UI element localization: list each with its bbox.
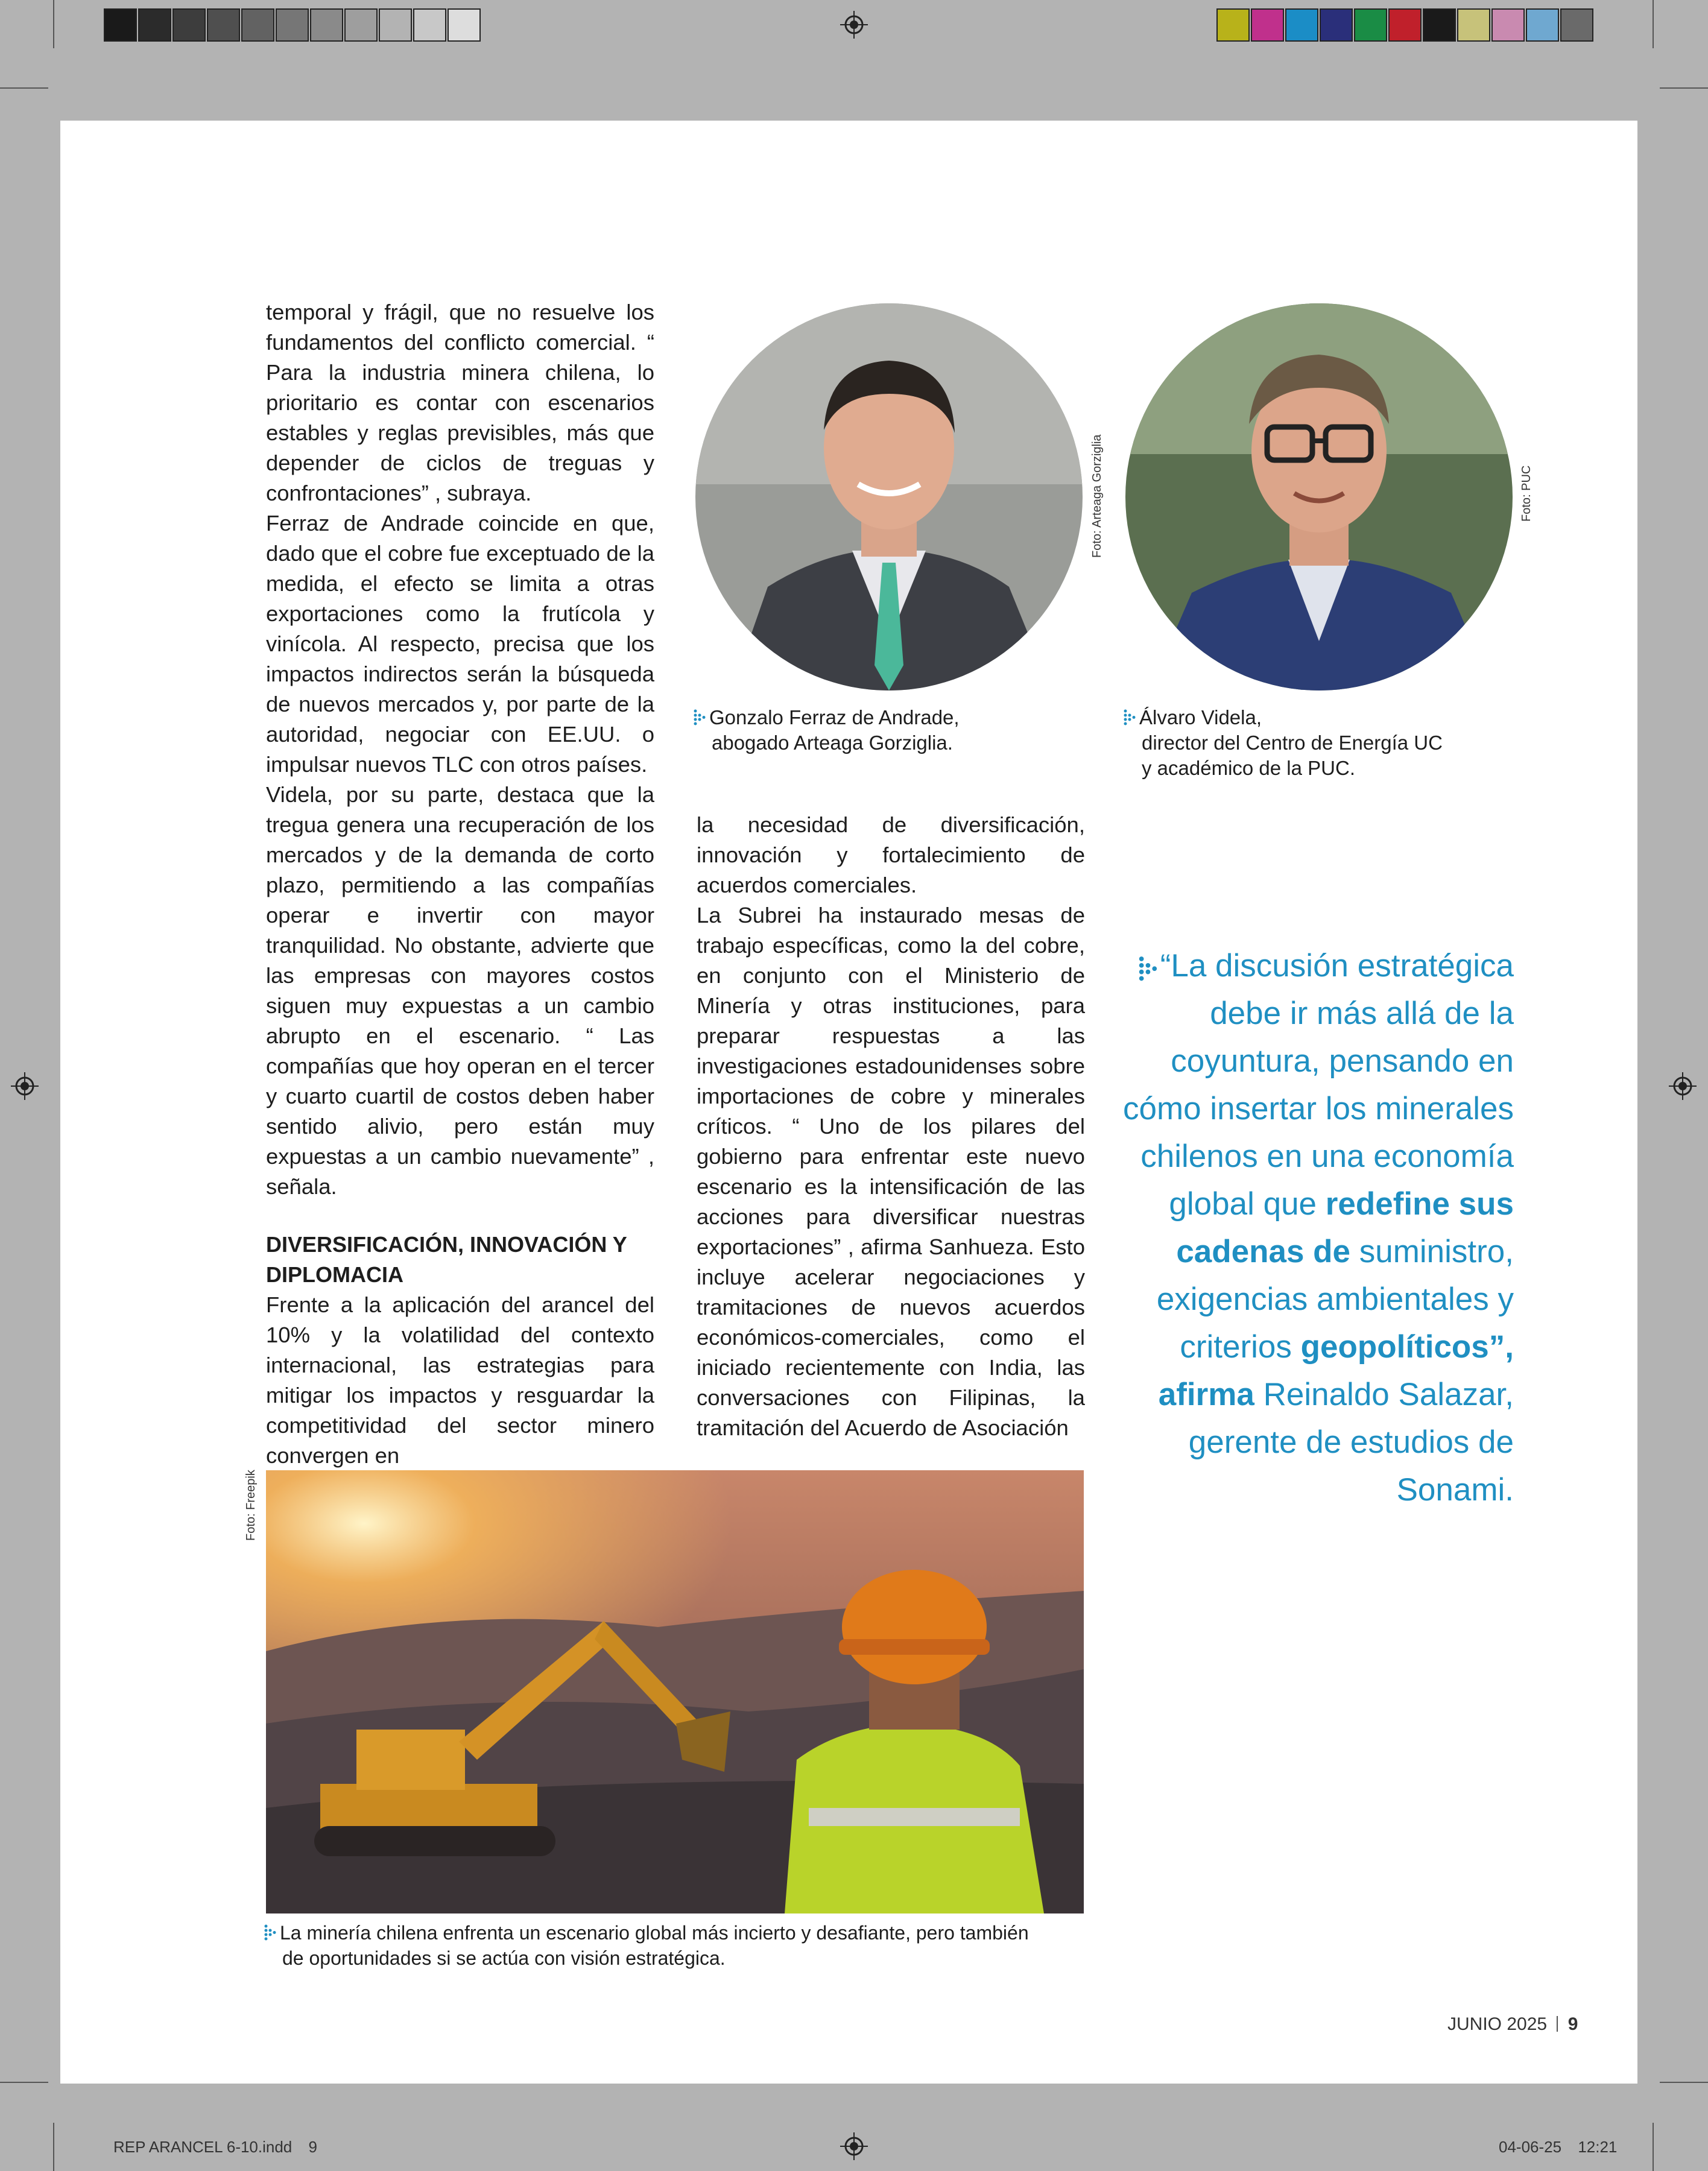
caption-line [264, 1920, 1096, 1945]
slug-page: 9 [308, 2138, 317, 2156]
grayscale-swatch [413, 8, 446, 42]
slug-timestamp [1499, 2138, 1617, 2157]
process-color-swatch [1216, 8, 1250, 42]
section-heading: DIVERSIFICACIÓN, INNOVACIÓN Y DIPLOMACIA [266, 1232, 627, 1287]
photo-credit: Foto: PUC [1520, 465, 1533, 522]
caption-line [694, 705, 1068, 730]
grayscale-swatch [241, 8, 274, 42]
portrait-photo-alvaro-videla [1125, 303, 1513, 690]
grayscale-swatch [207, 8, 240, 42]
process-color-swatch [1354, 8, 1387, 42]
portrait-caption-2 [1124, 705, 1522, 781]
crop-mark [1653, 2123, 1654, 2171]
paragraph: Videla, por su parte, destaca que la tregua genera una recuperación de los mercados y de la demanda de corto plazo, permitiendo a las compañías operar e invertir con mayor tranquilidad. No obstante, advierte que las empresas con mayores costos siguen muy expuestas a un cambio abrupto en el escenario. “ Las compañías que hoy operan en el tercer y cuarto cuartil de costos deben haber sentido alivio, pero están muy expuestas a un cambio nuevamente” , señala. [266, 782, 654, 1199]
grayscale-swatch [344, 8, 378, 42]
quote-text: suministro, exigencias ambientales y criterios [1156, 1234, 1514, 1365]
caption-line [1124, 705, 1522, 730]
registration-mark-icon [1669, 1072, 1697, 1100]
grayscale-swatch [172, 8, 206, 42]
caption-text: Álvaro Videla, [1139, 706, 1262, 728]
portrait-caption-1 [694, 705, 1068, 756]
grayscale-swatch [276, 8, 309, 42]
caption-line: abogado Arteaga Gorziglia. [712, 732, 953, 754]
crop-mark [1653, 0, 1654, 48]
grayscale-swatch [379, 8, 412, 42]
crop-mark [0, 2082, 48, 2083]
bullet-dots-icon [694, 709, 707, 727]
process-color-swatch [1560, 8, 1593, 42]
page-footer [1447, 2014, 1578, 2035]
quote-bold-text: redefine sus cadenas de [1176, 1186, 1514, 1269]
caption-line: director del Centro de Energía UC [1142, 732, 1443, 754]
process-color-swatch [1320, 8, 1353, 42]
process-color-swatch [1423, 8, 1456, 42]
photo-credit: Foto: Arteaga Gorziglia [1090, 434, 1104, 558]
mining-photo [266, 1470, 1084, 1913]
grayscale-swatch [138, 8, 171, 42]
process-color-swatch [1526, 8, 1559, 42]
paragraph: la necesidad de diversificación, innovación y fortalecimiento de acuerdos comerciales. [697, 812, 1085, 897]
article-column-middle [697, 810, 1085, 1443]
pull-quote [1122, 942, 1514, 1514]
grayscale-color-bar [104, 8, 482, 42]
caption-text: Gonzalo Ferraz de Andrade, [709, 706, 960, 728]
process-color-swatch [1457, 8, 1490, 42]
process-color-swatch [1285, 8, 1318, 42]
slug-date: 04-06-25 [1499, 2138, 1562, 2156]
page-number: 9 [1567, 2014, 1578, 2034]
quote-text: Reinaldo Salazar, gerente de estudios de Sonami. [1188, 1377, 1514, 1508]
crop-mark [53, 0, 54, 48]
issue-date: JUNIO 2025 [1447, 2014, 1548, 2034]
process-color-bar [1216, 8, 1595, 42]
crop-mark [1660, 87, 1708, 89]
process-color-swatch [1388, 8, 1422, 42]
process-color-swatch [1491, 8, 1525, 42]
grayscale-swatch [104, 8, 137, 42]
quote-text: “La discusión estratégica debe ir más allá de la coyuntura, pensando en cómo insertar los minerales chilenos en una economía global que [1122, 948, 1514, 1222]
paragraph: temporal y frágil, que no resuelve los fundamentos del conflicto comercial. “ Para la industria minera chilena, lo prioritario es contar con escenarios estables y reglas previsibles, más que depender de ciclos de treguas y confrontaciones” , subraya. [266, 300, 654, 505]
photo-credit: Foto: Freepik [244, 1470, 258, 1541]
registration-mark-icon [11, 1072, 39, 1100]
crop-mark [1660, 2082, 1708, 2083]
slug-filename: REP ARANCEL 6-10.indd [113, 2138, 293, 2156]
caption-line: y académico de la PUC. [1142, 757, 1355, 779]
paragraph: Frente a la aplicación del arancel del 10% y la volatilidad del contexto internacional, las estrategias para mitigar los impactos y resguardar la competitividad del sector minero convergen en [266, 1292, 654, 1468]
bullet-dots-icon [264, 1924, 277, 1942]
bullet-dots-icon [1139, 954, 1159, 984]
grayscale-swatch [448, 8, 481, 42]
registration-mark-icon [840, 2132, 868, 2160]
mining-photo-caption [264, 1920, 1096, 1971]
registration-mark-icon [840, 11, 868, 39]
caption-line: de oportunidades si se actúa con visión estratégica. [282, 1947, 726, 1969]
bullet-dots-icon [1124, 709, 1137, 727]
slug-file [113, 2138, 317, 2157]
paragraph: Ferraz de Andrade coincide en que, dado que el cobre fue exceptuado de la medida, el efecto se limita a otras exportaciones como la frutícola y vinícola. Al respecto, precisa que los impactos indirectos serán la búsqueda de nuevos mercados y, por parte de la autoridad, negociar con EE.UU. o impulsar nuevos TLC con otros países. [266, 511, 654, 777]
article-column-left [266, 297, 654, 1471]
paragraph: La Subrei ha instaurado mesas de trabajo específicas, como la del cobre, en conjunto con el Ministerio de Minería y otras instituciones, para preparar respuestas a las investigaciones estadounidenses sobre importaciones de cobre y minerales críticos. “ Uno de los pilares del gobierno para enfrentar este nuevo escenario es la intensificación de las acciones para diversificar nuestras exportaciones” , afirma Sanhueza. Esto incluye acelerar negociaciones y tramitaciones de nuevos acuerdos económicos-comerciales, como el iniciado recientemente con India, las conversaciones con Filipinas, la tramitación del Acuerdo de Asociación [697, 903, 1085, 1440]
caption-text: La minería chilena enfrenta un escenario global más incierto y desafiante, pero también [280, 1922, 1029, 1944]
portrait-photo-gonzalo-ferraz [695, 303, 1083, 690]
grayscale-swatch [310, 8, 343, 42]
footer-divider [1557, 2016, 1558, 2032]
process-color-swatch [1251, 8, 1284, 42]
quote-bold-text: geopolíticos”, afirma [1158, 1329, 1514, 1412]
crop-mark [0, 87, 48, 89]
slug-time: 12:21 [1578, 2138, 1618, 2156]
crop-mark [53, 2123, 54, 2171]
